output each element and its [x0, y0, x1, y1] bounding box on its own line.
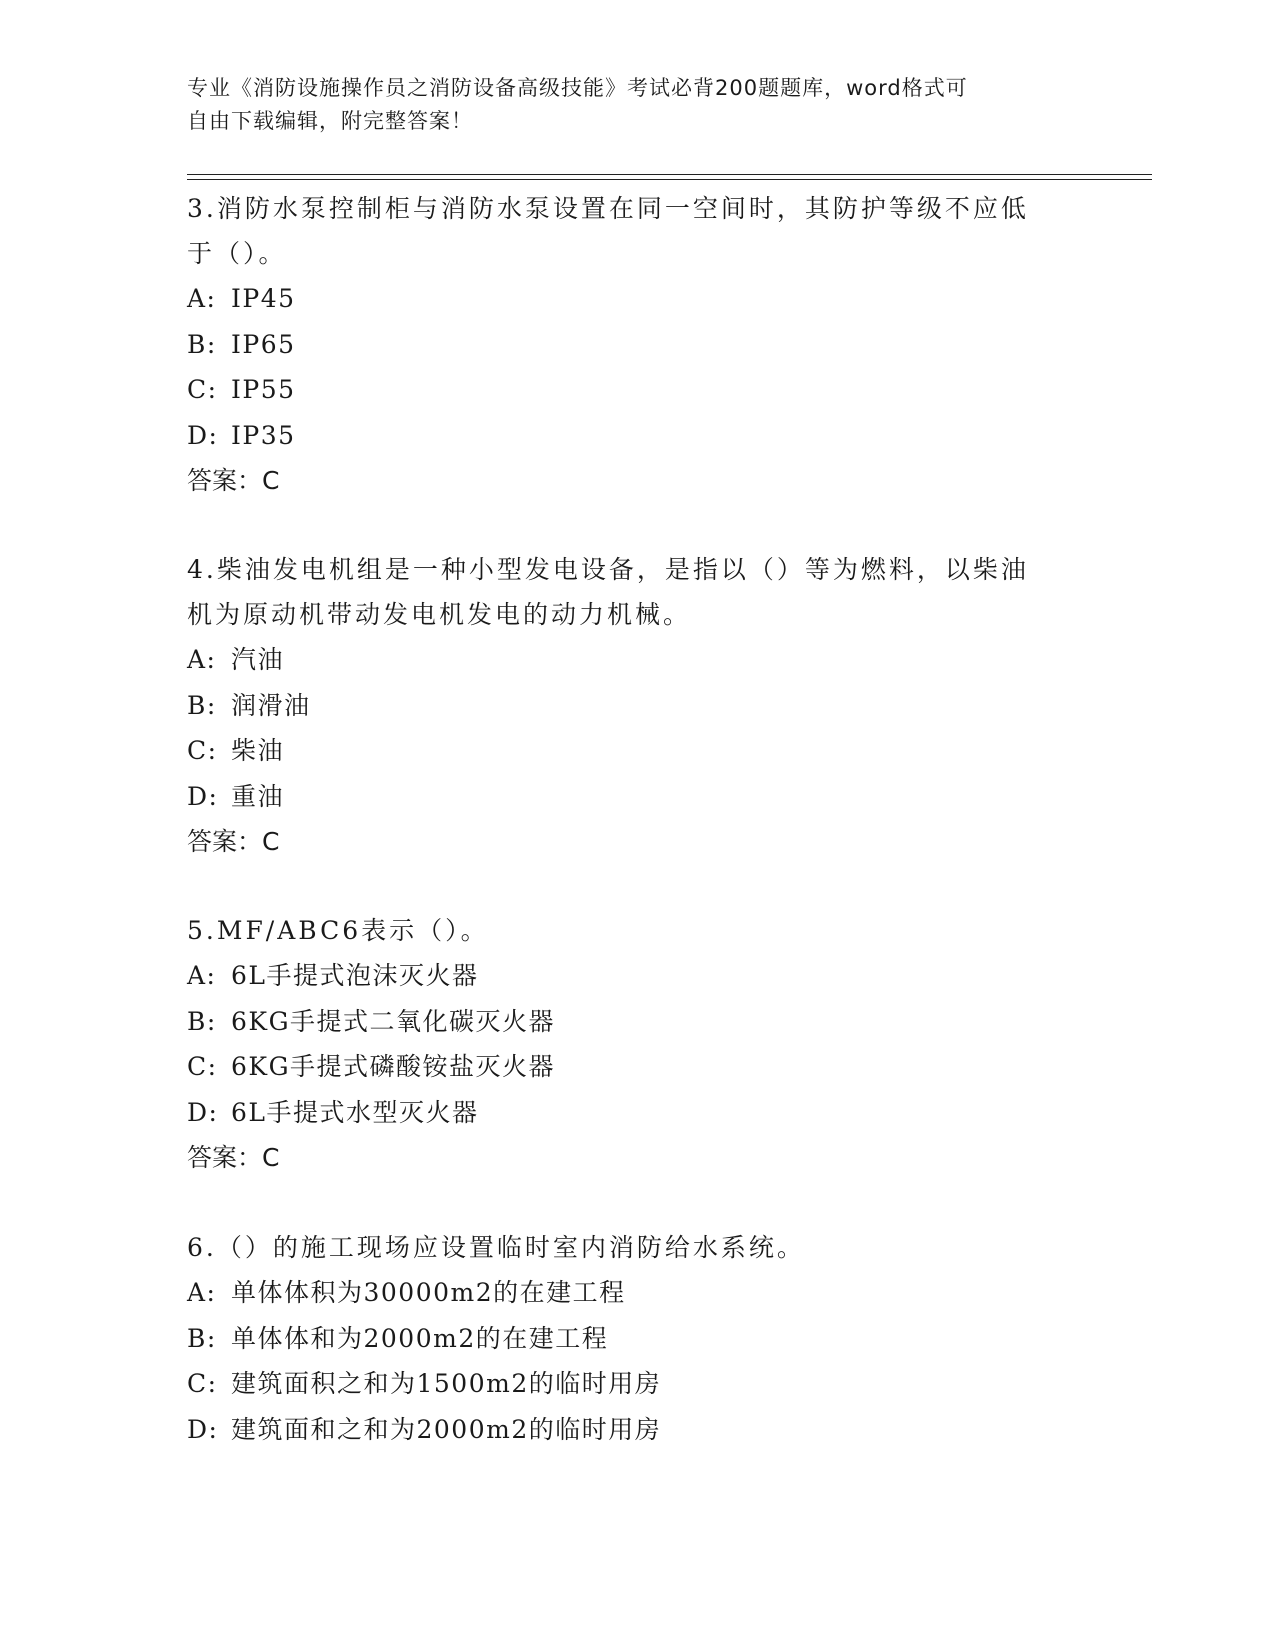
option-label: A:: [187, 645, 217, 674]
answer-line: 答案：C: [187, 1143, 280, 1172]
option-label: D:: [187, 1414, 219, 1444]
option-b: [187, 999, 1067, 1045]
question-block: [187, 908, 1067, 1180]
option-text: 建筑面积之和为1500m2的临时用房: [231, 1369, 662, 1398]
option-d: [187, 1090, 1067, 1136]
option-label: B:: [187, 329, 217, 359]
option-b: [187, 683, 1067, 729]
option-label: C:: [187, 375, 218, 404]
question-stem-line: 6.（）的施工现场应设置临时室内消防给水系统。: [187, 1233, 805, 1262]
option-c: [187, 728, 1067, 774]
option-a: [187, 953, 1067, 999]
option-a: [187, 1270, 1067, 1316]
answer-line: 答案：C: [187, 466, 280, 495]
option-label: D:: [187, 781, 219, 811]
option-label: A:: [187, 1278, 217, 1307]
option-d: [187, 413, 1067, 459]
question-block: [187, 1225, 1067, 1452]
option-c: [187, 1044, 1067, 1090]
option-text: IP35: [231, 420, 296, 450]
header-divider-bottom: [187, 179, 1152, 180]
option-label: C:: [187, 1052, 218, 1081]
option-label: B:: [187, 1323, 217, 1353]
document-header: [187, 72, 1067, 138]
question-block: [187, 186, 1067, 503]
header-line-1: 专业《消防设施操作员之消防设备高级技能》考试必背200题题库，word格式可: [187, 76, 968, 100]
question-stem-line: 4.柴油发电机组是一种小型发电设备，是指以（）等为燃料，以柴油: [187, 555, 1029, 584]
option-text: 6KG手提式磷酸铵盐灭火器: [231, 1052, 556, 1081]
option-text: 6L手提式水型灭火器: [231, 1097, 479, 1127]
option-text: 6L手提式泡沫灭火器: [231, 961, 479, 990]
question-stem-line: 5.MF/ABC6表示（）。: [187, 916, 489, 945]
option-d: [187, 774, 1067, 820]
header-line-2: 自由下载编辑，附完整答案！: [187, 109, 473, 133]
option-label: B:: [187, 1006, 217, 1036]
option-label: C:: [187, 736, 218, 765]
option-label: D:: [187, 1097, 219, 1127]
answer-line: 答案：C: [187, 827, 280, 856]
option-b: [187, 322, 1067, 368]
option-b: [187, 1316, 1067, 1362]
question-stem-line: 于（）。: [187, 239, 287, 268]
option-text: IP65: [231, 329, 296, 359]
option-a: [187, 276, 1067, 322]
option-text: 柴油: [231, 736, 285, 765]
option-text: 单体体积为30000m2的在建工程: [231, 1278, 626, 1307]
option-text: 单体体和为2000m2的在建工程: [231, 1323, 609, 1353]
option-text: 汽油: [231, 645, 285, 674]
option-label: D:: [187, 420, 219, 450]
question-stem-line: 机为原动机带动发电机发电的动力机械。: [187, 600, 692, 629]
option-label: A:: [187, 961, 217, 990]
header-divider-top: [187, 174, 1152, 175]
option-d: [187, 1407, 1067, 1453]
option-text: IP45: [231, 284, 296, 313]
question-block: [187, 547, 1067, 864]
option-c: [187, 367, 1067, 413]
option-c: [187, 1361, 1067, 1407]
option-label: A:: [187, 284, 217, 313]
option-label: C:: [187, 1369, 218, 1398]
option-text: IP55: [231, 375, 296, 404]
option-label: B:: [187, 690, 217, 720]
option-a: [187, 637, 1067, 683]
option-text: 6KG手提式二氧化碳灭火器: [231, 1006, 556, 1036]
option-text: 润滑油: [231, 690, 311, 720]
option-text: 建筑面和之和为2000m2的临时用房: [231, 1414, 662, 1444]
question-stem-line: 3.消防水泵控制柜与消防水泵设置在同一空间时，其防护等级不应低: [187, 194, 1029, 223]
option-text: 重油: [231, 781, 285, 811]
